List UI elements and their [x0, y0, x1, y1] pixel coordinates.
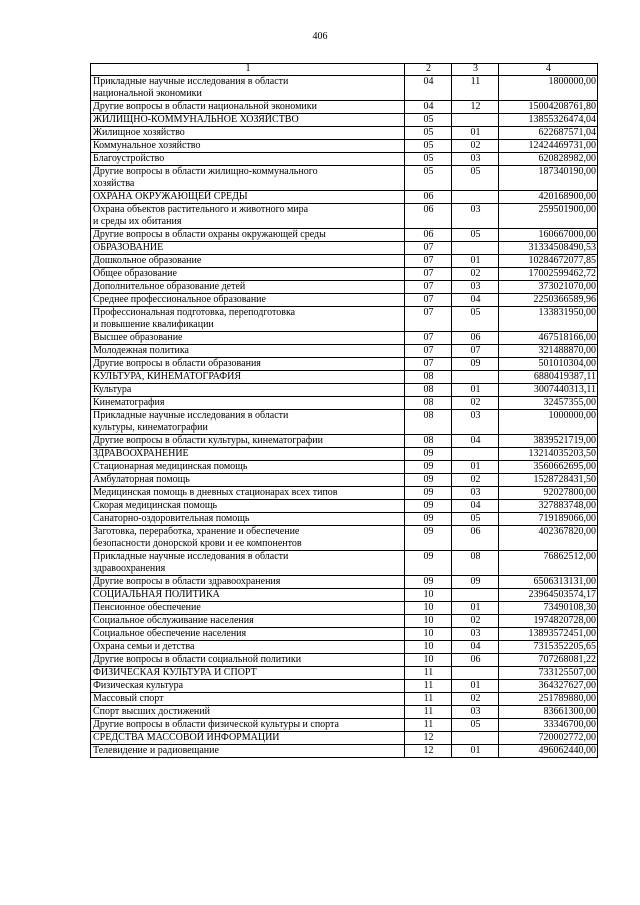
row-podrazdel: 04 [452, 500, 499, 513]
row-podrazdel: 05 [452, 513, 499, 526]
table-row [91, 602, 598, 615]
row-amount: 31334508490,53 [499, 242, 598, 255]
row-name-line: Другие вопросы в области физической культуры и спорта [93, 719, 339, 730]
table-row [91, 307, 598, 332]
row-razdel: 09 [405, 551, 452, 576]
row-podrazdel: 11 [452, 76, 499, 101]
row-podrazdel: 08 [452, 551, 499, 576]
row-name-line: СОЦИАЛЬНАЯ ПОЛИТИКА [93, 589, 220, 600]
row-name-line: Социальное обслуживание населения [93, 615, 254, 626]
row-amount: 1528728431,50 [499, 474, 598, 487]
row-name-line: Другие вопросы в области охраны окружающей среды [93, 229, 326, 240]
row-amount: 15004208761,80 [499, 101, 598, 114]
row-name-line: и повышение квалификации [93, 319, 214, 330]
row-name [91, 166, 405, 191]
row-razdel: 10 [405, 628, 452, 641]
row-podrazdel: 09 [452, 576, 499, 589]
row-amount: 23964503574,17 [499, 589, 598, 602]
header-col-name: 1 [91, 64, 405, 76]
table-row [91, 140, 598, 153]
row-amount: 620828982,00 [499, 153, 598, 166]
row-name-line: КУЛЬТУРА, КИНЕМАТОГРАФИЯ [93, 371, 241, 382]
row-podrazdel: 01 [452, 255, 499, 268]
row-amount: 467518166,00 [499, 332, 598, 345]
table-row [91, 719, 598, 732]
row-name [91, 358, 405, 371]
table-row [91, 513, 598, 526]
row-name-line: ЖИЛИЩНО-КОММУНАЛЬНОЕ ХОЗЯЙСТВО [93, 114, 299, 125]
row-name-line: Прикладные научные исследования в области [93, 551, 289, 562]
row-podrazdel: 07 [452, 345, 499, 358]
row-name [91, 255, 405, 268]
row-amount: 3007440313,11 [499, 384, 598, 397]
row-name [91, 474, 405, 487]
table-row [91, 628, 598, 641]
table-row [91, 255, 598, 268]
row-razdel: 12 [405, 732, 452, 745]
row-razdel: 07 [405, 268, 452, 281]
row-podrazdel [452, 242, 499, 255]
row-podrazdel: 03 [452, 281, 499, 294]
row-podrazdel: 01 [452, 745, 499, 758]
row-razdel: 11 [405, 667, 452, 680]
row-amount: 6506313131,00 [499, 576, 598, 589]
table-row [91, 693, 598, 706]
row-razdel: 09 [405, 448, 452, 461]
row-amount: 259501900,00 [499, 204, 598, 229]
table-row [91, 745, 598, 758]
row-name-line: Телевидение и радиовещание [93, 745, 219, 756]
row-name [91, 397, 405, 410]
table-row [91, 500, 598, 513]
row-podrazdel: 02 [452, 615, 499, 628]
row-name [91, 371, 405, 384]
row-amount: 321488870,00 [499, 345, 598, 358]
row-podrazdel: 03 [452, 628, 499, 641]
row-podrazdel: 01 [452, 127, 499, 140]
row-name [91, 229, 405, 242]
row-amount: 32457355,00 [499, 397, 598, 410]
row-name [91, 500, 405, 513]
row-name-line: здравоохранения [93, 563, 166, 574]
row-name-line: Дошкольное образование [93, 255, 202, 266]
row-name [91, 345, 405, 358]
row-podrazdel: 04 [452, 294, 499, 307]
row-name-line: Скорая медицинская помощь [93, 500, 218, 511]
row-podrazdel [452, 667, 499, 680]
row-amount: 1974820728,00 [499, 615, 598, 628]
row-podrazdel: 03 [452, 410, 499, 435]
row-razdel: 07 [405, 294, 452, 307]
row-amount: 6880419387,11 [499, 371, 598, 384]
row-razdel: 11 [405, 680, 452, 693]
row-name [91, 680, 405, 693]
row-podrazdel: 03 [452, 153, 499, 166]
row-podrazdel: 06 [452, 526, 499, 551]
table-row [91, 166, 598, 191]
row-name [91, 448, 405, 461]
row-podrazdel: 02 [452, 268, 499, 281]
row-amount: 12424469731,00 [499, 140, 598, 153]
row-name [91, 654, 405, 667]
row-razdel: 06 [405, 229, 452, 242]
row-name [91, 281, 405, 294]
row-amount: 364327627,00 [499, 680, 598, 693]
table-row [91, 487, 598, 500]
row-podrazdel: 05 [452, 229, 499, 242]
row-name [91, 294, 405, 307]
row-podrazdel: 03 [452, 487, 499, 500]
row-name-line: хозяйства [93, 178, 135, 189]
row-podrazdel: 02 [452, 693, 499, 706]
row-name-line: культуры, кинематографии [93, 422, 208, 433]
row-podrazdel [452, 371, 499, 384]
row-name-line: Коммунальное хозяйство [93, 140, 201, 151]
row-podrazdel: 01 [452, 384, 499, 397]
table-header-row [91, 64, 598, 76]
table-row [91, 76, 598, 101]
table-row [91, 242, 598, 255]
row-amount: 73490108,30 [499, 602, 598, 615]
table-row [91, 101, 598, 114]
row-amount: 1000000,00 [499, 410, 598, 435]
row-razdel: 12 [405, 745, 452, 758]
row-name-line: ЗДРАВООХРАНЕНИЕ [93, 448, 189, 459]
row-name [91, 719, 405, 732]
row-amount: 13855326474,04 [499, 114, 598, 127]
row-razdel: 05 [405, 114, 452, 127]
row-name [91, 589, 405, 602]
row-name-line: Стационарная медицинская помощь [93, 461, 248, 472]
row-name [91, 114, 405, 127]
budget-table [90, 63, 598, 758]
row-amount: 327883748,00 [499, 500, 598, 513]
table-row [91, 281, 598, 294]
row-name-line: Общее образование [93, 268, 177, 279]
row-podrazdel: 04 [452, 435, 499, 448]
row-razdel: 08 [405, 435, 452, 448]
row-name [91, 76, 405, 101]
table-row [91, 680, 598, 693]
row-razdel: 11 [405, 706, 452, 719]
row-amount: 420168900,00 [499, 191, 598, 204]
row-razdel: 08 [405, 410, 452, 435]
table-row [91, 384, 598, 397]
table-row [91, 461, 598, 474]
row-name [91, 101, 405, 114]
row-name [91, 461, 405, 474]
row-podrazdel: 05 [452, 166, 499, 191]
row-razdel: 10 [405, 602, 452, 615]
row-name [91, 551, 405, 576]
table-row [91, 410, 598, 435]
row-razdel: 04 [405, 101, 452, 114]
row-razdel: 07 [405, 255, 452, 268]
row-name-line: Жилищное хозяйство [93, 127, 185, 138]
row-name-line: Другие вопросы в области культуры, кинематографии [93, 435, 323, 446]
row-name-line: Другие вопросы в области национальной экономики [93, 101, 317, 112]
table-body [91, 76, 598, 758]
row-amount: 373021070,00 [499, 281, 598, 294]
table-row [91, 589, 598, 602]
row-podrazdel: 02 [452, 140, 499, 153]
row-podrazdel [452, 732, 499, 745]
row-name [91, 332, 405, 345]
row-name [91, 140, 405, 153]
row-amount: 501010304,00 [499, 358, 598, 371]
row-amount: 92027800,00 [499, 487, 598, 500]
row-amount: 76862512,00 [499, 551, 598, 576]
row-amount: 622687571,04 [499, 127, 598, 140]
row-razdel: 07 [405, 307, 452, 332]
row-name-line: безопасности донорской крови и ее компонентов [93, 538, 302, 549]
row-razdel: 07 [405, 332, 452, 345]
row-amount: 2250366589,96 [499, 294, 598, 307]
row-podrazdel: 05 [452, 719, 499, 732]
row-razdel: 07 [405, 358, 452, 371]
row-name-line: Заготовка, переработка, хранение и обеспечение [93, 526, 300, 537]
row-name [91, 435, 405, 448]
row-name-line: Высшее образование [93, 332, 183, 343]
row-name-line: Амбулаторная помощь [93, 474, 190, 485]
row-name-line: Социальное обеспечение населения [93, 628, 247, 639]
row-razdel: 09 [405, 487, 452, 500]
row-razdel: 04 [405, 76, 452, 101]
row-podrazdel: 01 [452, 680, 499, 693]
row-name [91, 242, 405, 255]
header-col-razdel: 2 [405, 64, 452, 76]
table-row [91, 229, 598, 242]
row-name [91, 526, 405, 551]
table-row [91, 358, 598, 371]
row-name-line: Другие вопросы в области здравоохранения [93, 576, 281, 587]
row-name-line: Профессиональная подготовка, переподготовка [93, 307, 296, 318]
row-amount: 160667000,00 [499, 229, 598, 242]
table-row [91, 127, 598, 140]
row-amount: 3839521719,00 [499, 435, 598, 448]
row-razdel: 09 [405, 474, 452, 487]
row-name [91, 641, 405, 654]
row-name-line: Охрана семьи и детства [93, 641, 195, 652]
row-amount: 720002772,00 [499, 732, 598, 745]
table-row [91, 191, 598, 204]
row-name-line: Массовый спорт [93, 693, 164, 704]
row-podrazdel [452, 448, 499, 461]
row-razdel: 05 [405, 140, 452, 153]
table-row [91, 654, 598, 667]
row-name-line: ОБРАЗОВАНИЕ [93, 242, 164, 253]
row-name [91, 576, 405, 589]
row-podrazdel: 01 [452, 461, 499, 474]
row-razdel: 09 [405, 576, 452, 589]
table-row [91, 204, 598, 229]
row-name [91, 732, 405, 745]
table-row [91, 615, 598, 628]
row-name [91, 615, 405, 628]
table-row [91, 153, 598, 166]
row-amount: 10284672077,85 [499, 255, 598, 268]
row-name [91, 204, 405, 229]
row-amount: 7315352205,65 [499, 641, 598, 654]
table-row [91, 371, 598, 384]
row-podrazdel [452, 191, 499, 204]
row-name-line: Другие вопросы в области жилищно-коммунального [93, 166, 318, 177]
row-name [91, 127, 405, 140]
row-name-line: Другие вопросы в области образования [93, 358, 261, 369]
row-amount: 3560662695,00 [499, 461, 598, 474]
row-podrazdel: 09 [452, 358, 499, 371]
row-name [91, 268, 405, 281]
row-name-line: Дополнительное образование детей [93, 281, 246, 292]
row-name [91, 487, 405, 500]
row-podrazdel [452, 589, 499, 602]
row-amount: 83661300,00 [499, 706, 598, 719]
table-row [91, 551, 598, 576]
row-name-line: Охрана объектов растительного и животного мира [93, 204, 309, 215]
row-amount: 707268081,22 [499, 654, 598, 667]
table-row [91, 641, 598, 654]
row-podrazdel: 03 [452, 706, 499, 719]
row-razdel: 08 [405, 371, 452, 384]
row-amount: 33346700,00 [499, 719, 598, 732]
row-razdel: 10 [405, 615, 452, 628]
row-name-line: Кинематография [93, 397, 165, 408]
row-name [91, 693, 405, 706]
row-name-line: Прикладные научные исследования в области [93, 76, 289, 87]
table-row [91, 576, 598, 589]
row-amount: 13214035203,50 [499, 448, 598, 461]
row-razdel: 09 [405, 500, 452, 513]
table-row [91, 114, 598, 127]
row-name [91, 410, 405, 435]
row-razdel: 05 [405, 166, 452, 191]
row-razdel: 06 [405, 191, 452, 204]
table-row [91, 332, 598, 345]
row-amount: 719189066,00 [499, 513, 598, 526]
row-name-line: Другие вопросы в области социальной политики [93, 654, 302, 665]
table-row [91, 448, 598, 461]
table-row [91, 435, 598, 448]
row-name [91, 513, 405, 526]
row-razdel: 09 [405, 526, 452, 551]
row-podrazdel: 06 [452, 332, 499, 345]
row-podrazdel: 03 [452, 204, 499, 229]
table-row [91, 706, 598, 719]
page-number: 406 [312, 31, 328, 42]
row-name-line: Культура [93, 384, 132, 395]
row-name-line: Спорт высших достижений [93, 706, 210, 717]
row-name-line: Пенсионное обеспечение [93, 602, 201, 613]
row-name-line: ОХРАНА ОКРУЖАЮЩЕЙ СРЕДЫ [93, 191, 248, 202]
row-podrazdel: 04 [452, 641, 499, 654]
row-name [91, 628, 405, 641]
row-amount: 133831950,00 [499, 307, 598, 332]
row-name-line: Медицинская помощь в дневных стационарах всех типов [93, 487, 338, 498]
row-amount: 251789880,00 [499, 693, 598, 706]
row-razdel: 07 [405, 281, 452, 294]
table-row [91, 732, 598, 745]
row-razdel: 10 [405, 654, 452, 667]
row-amount: 1800000,00 [499, 76, 598, 101]
row-name [91, 667, 405, 680]
row-razdel: 09 [405, 513, 452, 526]
row-razdel: 09 [405, 461, 452, 474]
row-name [91, 307, 405, 332]
row-podrazdel: 01 [452, 602, 499, 615]
row-amount: 733125507,00 [499, 667, 598, 680]
header-col-amount: 4 [499, 64, 598, 76]
row-razdel: 10 [405, 589, 452, 602]
row-name-line: ФИЗИЧЕСКАЯ КУЛЬТУРА И СПОРТ [93, 667, 257, 678]
row-razdel: 11 [405, 719, 452, 732]
row-podrazdel [452, 114, 499, 127]
row-razdel: 05 [405, 153, 452, 166]
row-amount: 402367820,00 [499, 526, 598, 551]
table-row [91, 268, 598, 281]
row-razdel: 07 [405, 242, 452, 255]
table-row [91, 294, 598, 307]
table-row [91, 474, 598, 487]
row-name [91, 602, 405, 615]
row-name-line: и среды их обитания [93, 216, 182, 227]
table-row [91, 345, 598, 358]
row-podrazdel: 02 [452, 474, 499, 487]
table-row [91, 667, 598, 680]
row-name-line: Благоустройство [93, 153, 165, 164]
row-amount: 187340190,00 [499, 166, 598, 191]
row-name-line: Прикладные научные исследования в области [93, 410, 289, 421]
row-name-line: Среднее профессиональное образование [93, 294, 266, 305]
row-podrazdel: 12 [452, 101, 499, 114]
row-razdel: 08 [405, 397, 452, 410]
row-amount: 17002599462,72 [499, 268, 598, 281]
row-name [91, 153, 405, 166]
row-name-line: СРЕДСТВА МАССОВОЙ ИНФОРМАЦИИ [93, 732, 280, 743]
row-podrazdel: 02 [452, 397, 499, 410]
row-amount: 496062440,00 [499, 745, 598, 758]
row-razdel: 07 [405, 345, 452, 358]
row-podrazdel: 05 [452, 307, 499, 332]
header-col-podrazdel: 3 [452, 64, 499, 76]
table-row [91, 397, 598, 410]
row-razdel: 11 [405, 693, 452, 706]
table-row [91, 526, 598, 551]
row-name [91, 191, 405, 204]
row-name-line: Санаторно-оздоровительная помощь [93, 513, 250, 524]
row-amount: 13893572451,00 [499, 628, 598, 641]
row-podrazdel: 06 [452, 654, 499, 667]
row-razdel: 08 [405, 384, 452, 397]
row-name [91, 384, 405, 397]
row-razdel: 06 [405, 204, 452, 229]
row-razdel: 10 [405, 641, 452, 654]
row-name [91, 706, 405, 719]
row-name-line: Физическая культура [93, 680, 184, 691]
row-name-line: Молодежная политика [93, 345, 189, 356]
row-razdel: 05 [405, 127, 452, 140]
row-name-line: национальной экономики [93, 88, 202, 99]
row-name [91, 745, 405, 758]
